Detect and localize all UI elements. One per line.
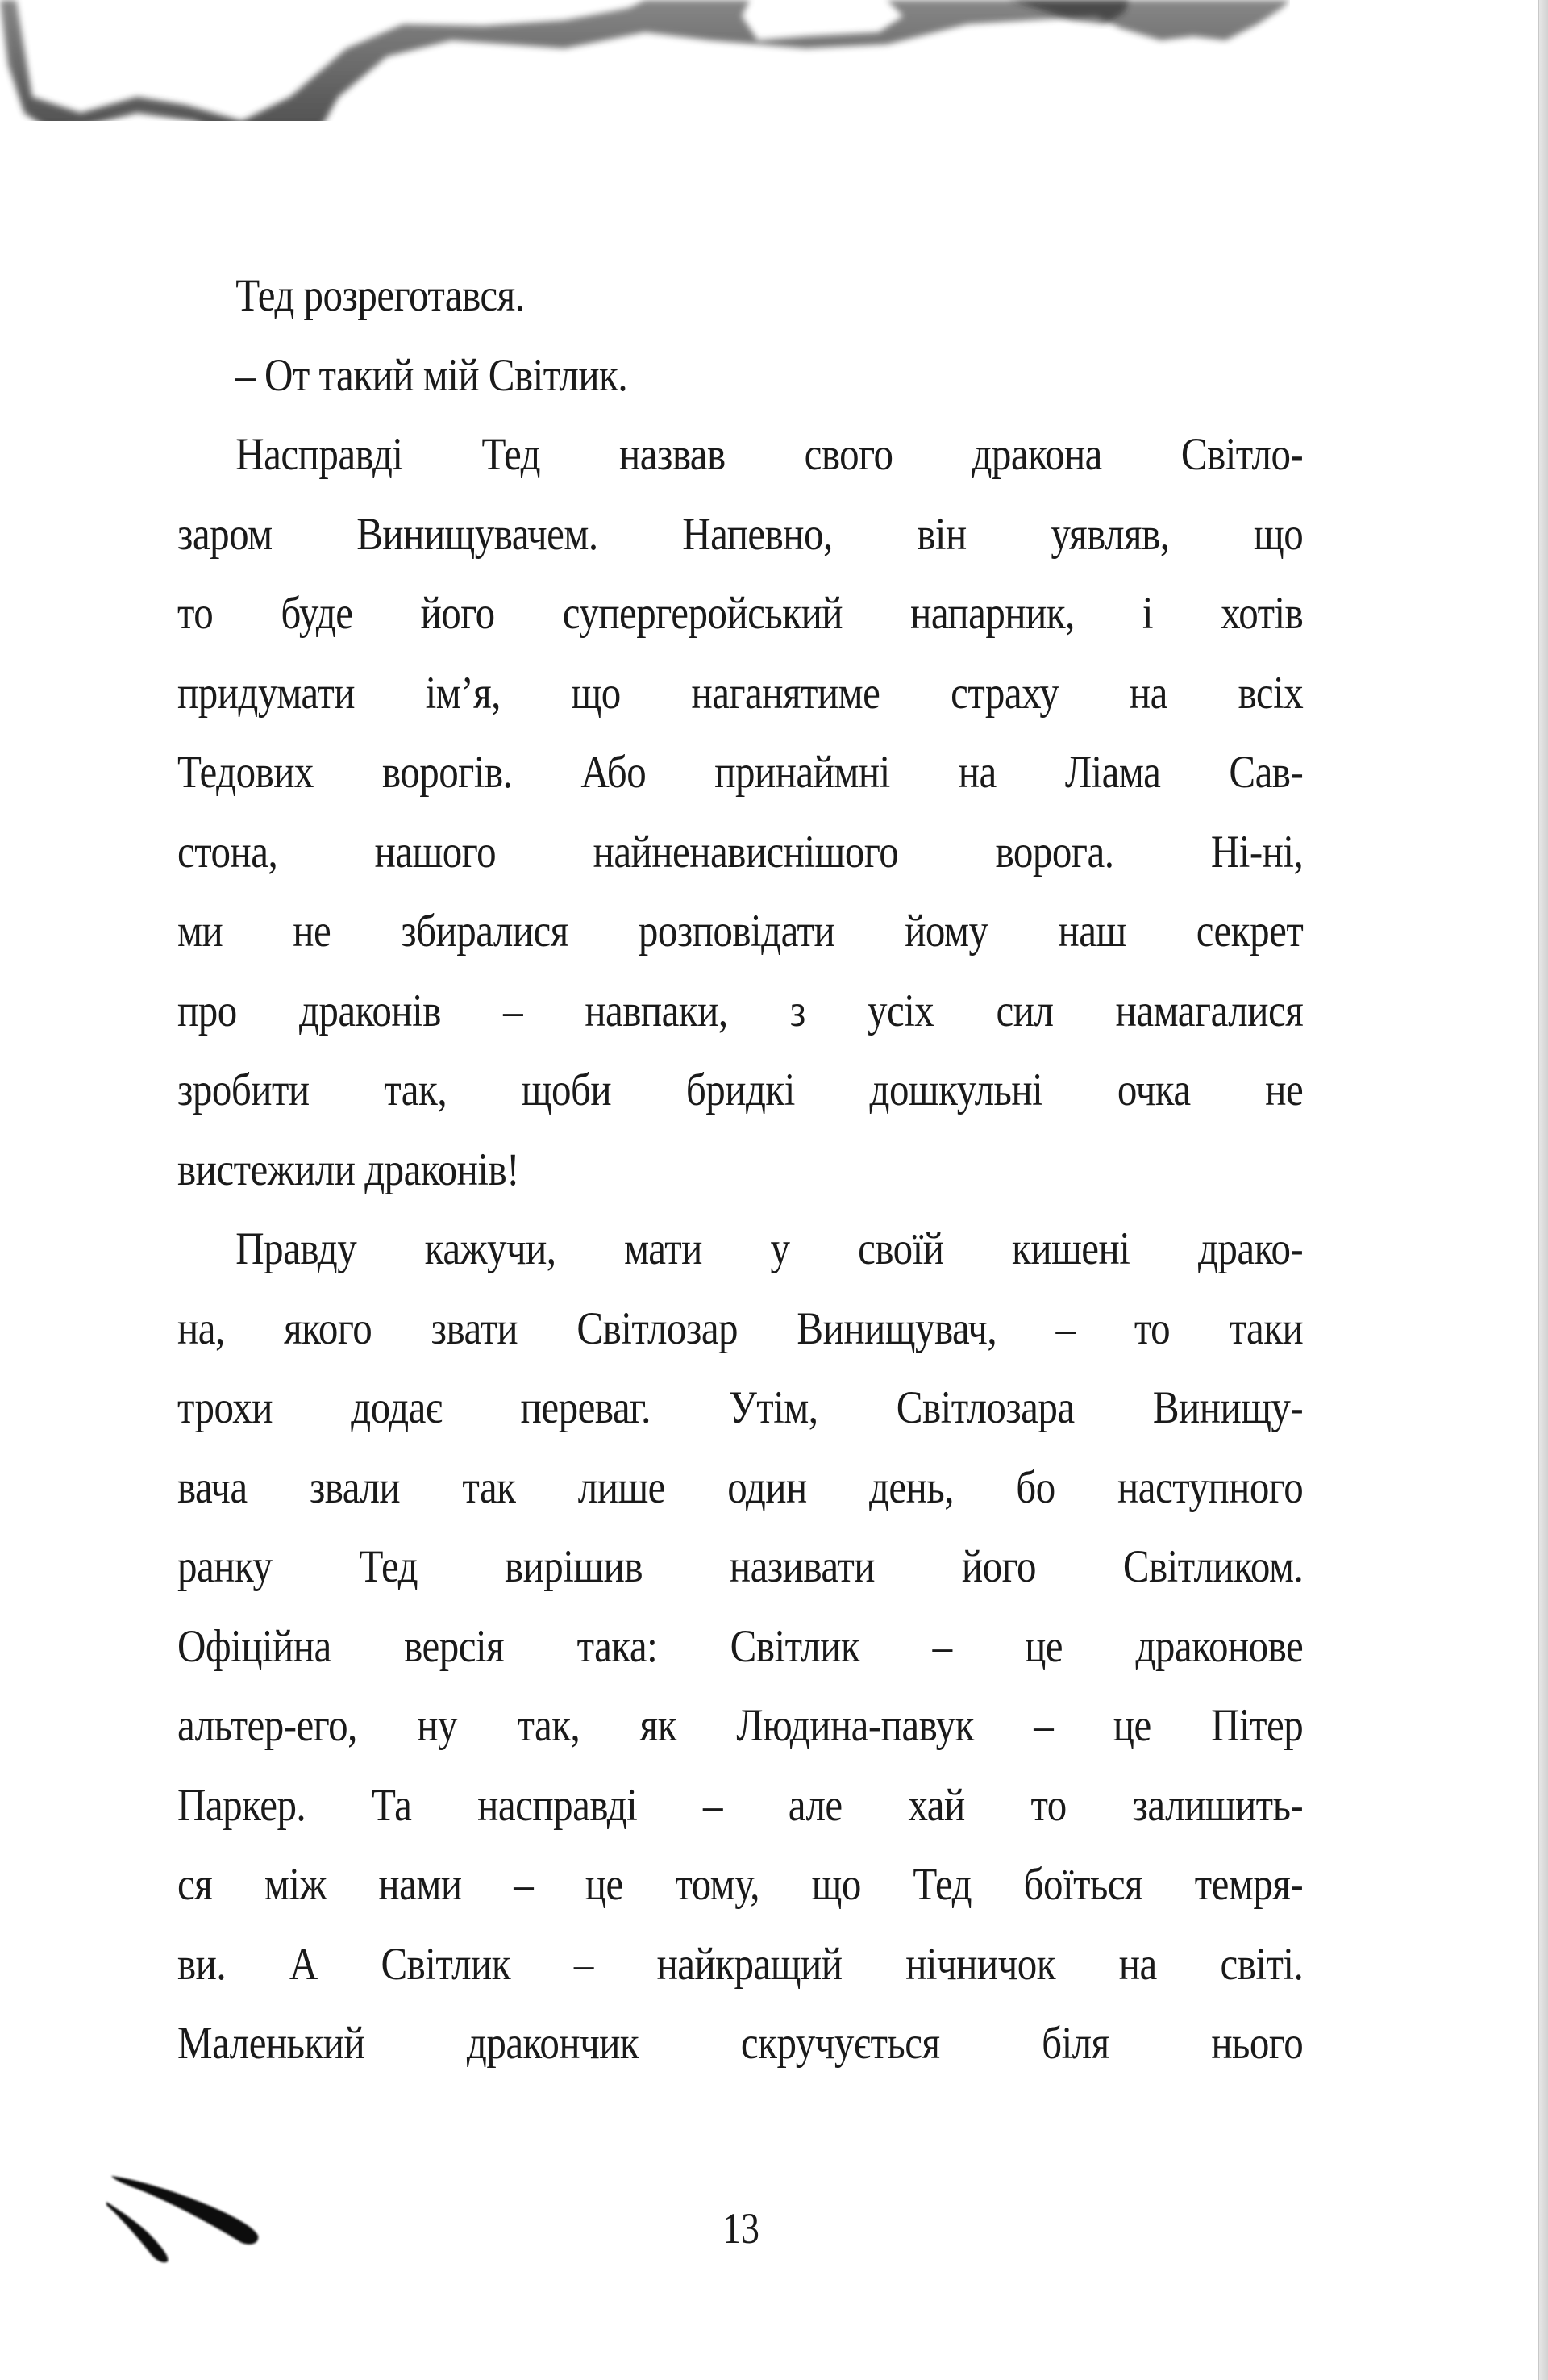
body-text — [177, 256, 1303, 2084]
text-line: заром Винищувачем. Напевно, він уявляв, що — [177, 508, 1304, 560]
text-line: ся між нами – це тому, що Тед боїться темря- — [177, 1859, 1304, 1910]
text-line: Офіційна версія така: Світлик – це драконове — [177, 1620, 1304, 1672]
text-line: зробити так, щоби бридкі дошкульні очка не — [177, 1065, 1304, 1115]
text-line: ми не збиралися розповідати йому наш секрет — [177, 906, 1304, 957]
text-line: Тедових ворогів. Або принаймні на Ліама Сав- — [177, 747, 1304, 798]
text-line: – От такий мій Світлик. — [235, 349, 628, 401]
text-line: про драконів – навпаки, з усіх сил намагалися — [177, 985, 1304, 1036]
page-edge-scrollbar — [1538, 0, 1548, 2380]
text-line: то буде його супергеройський напарник, і хотів — [177, 588, 1304, 639]
text-line: альтер-его, ну так, як Людина-павук – це Пітер — [177, 1700, 1304, 1751]
brush-stroke-icon — [0, 0, 1290, 121]
brush-mark-icon — [105, 2170, 282, 2266]
text-line: придумати ім’я, що наганятиме страху на всіх — [177, 667, 1304, 719]
page-number: 13 — [722, 2204, 759, 2253]
text-line: Тед розреготався. — [235, 270, 525, 321]
text-line: ранку Тед вирішив називати його Світликом. — [177, 1541, 1304, 1592]
text-line: трохи додає переваг. Утім, Світлозара Винищу- — [177, 1382, 1304, 1433]
text-line: на, якого звати Світлозар Винищувач, – то таки — [177, 1303, 1304, 1354]
text-line: Паркер. Та насправді – але хай то залишить- — [177, 1779, 1304, 1831]
text-line: Маленький дракончик скручується біля нього — [177, 2018, 1304, 2069]
text-line: вача звали так лише один день, бо наступного — [177, 1461, 1304, 1513]
text-line: стона, нашого найненависнішого ворога. Ні-ні, — [177, 826, 1304, 877]
text-line: Насправді Тед назвав свого дракона Світло- — [235, 429, 1304, 480]
text-line: вистежили драконів! — [177, 1144, 519, 1195]
text-line: Правду кажучи, мати у своїй кишені драко- — [235, 1223, 1304, 1274]
text-line: ви. А Світлик – найкращий нічничок на світі. — [177, 1938, 1304, 1990]
